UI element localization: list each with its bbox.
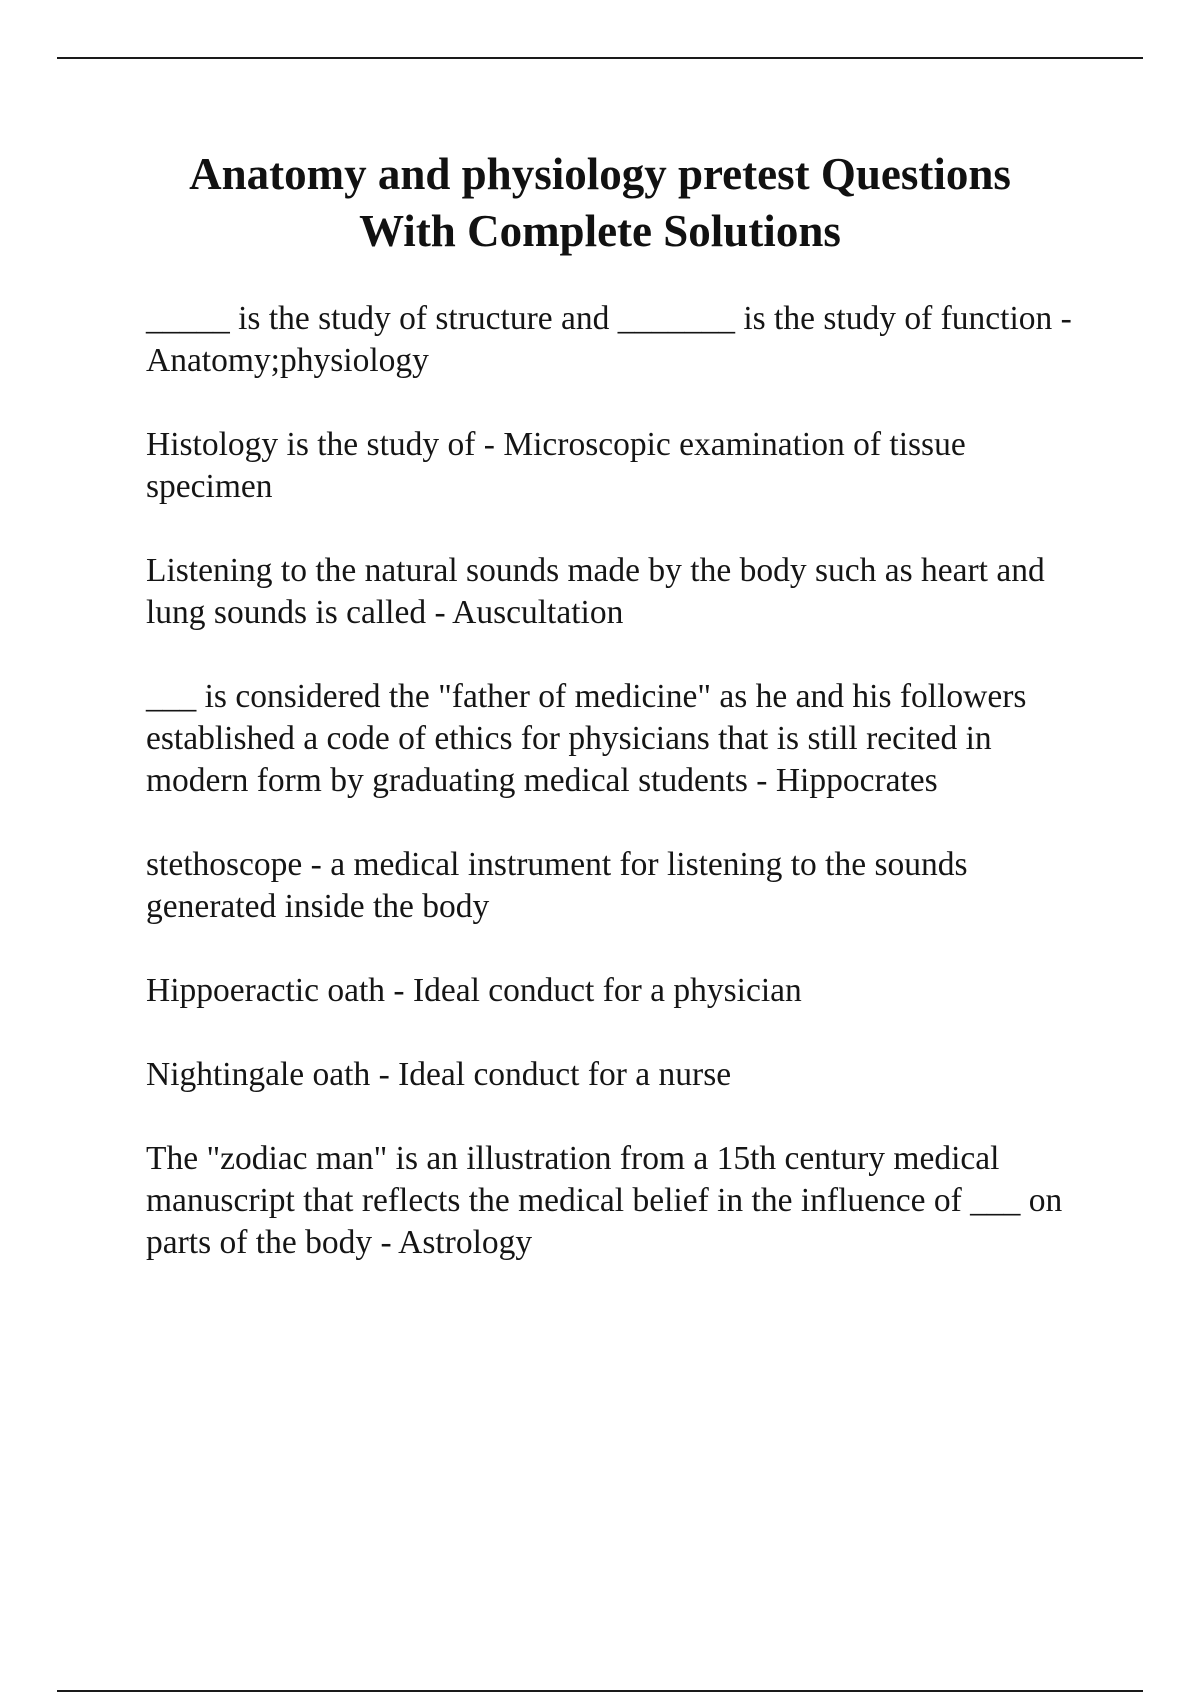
qa-item: Listening to the natural sounds made by the body such as heart and lung sounds is called - Auscultation — [146, 552, 1045, 631]
qa-item: _____ is the study of structure and _______ is the study of function - Anatomy;physiology — [146, 300, 1072, 379]
top-divider — [57, 57, 1143, 59]
question-answer-list — [146, 298, 1096, 1306]
qa-item: Hippoeractic oath - Ideal conduct for a physician — [146, 972, 802, 1009]
qa-item: The "zodiac man" is an illustration from a 15th century medical manuscript that reflects the medical belief in the influence of ___ on parts of the body - Astrology — [146, 1140, 1063, 1261]
document-title — [100, 146, 1100, 260]
title-line-2: With Complete Solutions — [359, 206, 841, 256]
qa-item: stethoscope - a medical instrument for listening to the sounds generated inside the body — [146, 846, 968, 925]
bottom-divider — [57, 1690, 1143, 1692]
qa-item: ___ is considered the "father of medicine" as he and his followers established a code of ethics for physicians that is still recited in modern form by graduating medical students - Hippocrates — [146, 678, 1027, 799]
qa-item: Histology is the study of - Microscopic examination of tissue specimen — [146, 426, 966, 505]
qa-item: Nightingale oath - Ideal conduct for a nurse — [146, 1056, 732, 1093]
title-line-1: Anatomy and physiology pretest Questions — [189, 149, 1011, 199]
